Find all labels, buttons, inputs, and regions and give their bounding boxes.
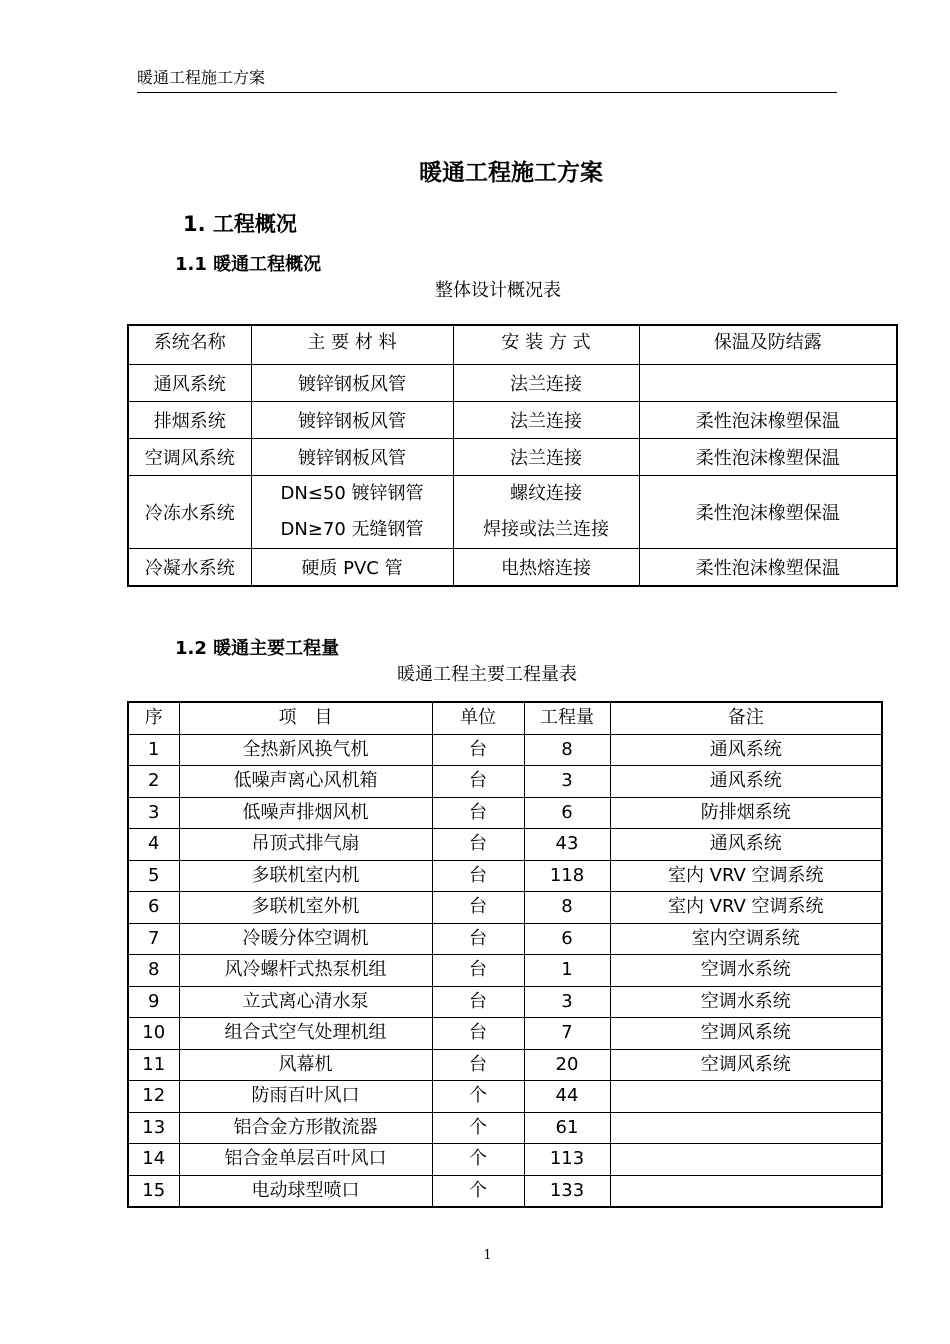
table-row	[128, 829, 882, 861]
quantity-cell: 43	[524, 829, 610, 861]
document-title: 暖通工程施工方案	[419, 160, 603, 186]
table-header-row	[128, 702, 882, 734]
row-number-cell: 13	[128, 1112, 179, 1144]
table-row	[128, 1018, 882, 1050]
quantity-cell: 6	[524, 797, 610, 829]
header-cell: 主 要 材 料	[251, 325, 453, 365]
note-cell	[610, 1175, 882, 1207]
unit-cell: 台	[432, 1049, 524, 1081]
insulation-cell: 柔性泡沫橡塑保温	[639, 476, 897, 549]
header-cell: 序	[128, 702, 179, 734]
method-line: 焊接或法兰连接	[483, 519, 609, 540]
unit-cell: 个	[432, 1081, 524, 1113]
header-cell: 安 装 方 式	[453, 325, 639, 365]
insulation-cell: 柔性泡沫橡塑保温	[639, 439, 897, 476]
table-row	[128, 549, 897, 587]
item-cell: 风幕机	[179, 1049, 432, 1081]
table-row	[128, 1049, 882, 1081]
row-number-cell: 1	[128, 734, 179, 766]
method-cell: 法兰连接	[453, 402, 639, 439]
quantity-cell: 3	[524, 766, 610, 798]
insulation-cell: 柔性泡沫橡塑保温	[639, 402, 897, 439]
unit-cell: 台	[432, 734, 524, 766]
note-cell: 通风系统	[610, 829, 882, 861]
system-cell: 通风系统	[128, 365, 251, 402]
row-number-cell: 9	[128, 986, 179, 1018]
note-cell: 通风系统	[610, 734, 882, 766]
quantity-cell: 44	[524, 1081, 610, 1113]
note-cell: 室内 VRV 空调系统	[610, 892, 882, 924]
item-cell: 多联机室内机	[179, 860, 432, 892]
quantity-cell: 20	[524, 1049, 610, 1081]
design-overview-table	[127, 324, 898, 587]
note-cell: 空调风系统	[610, 1018, 882, 1050]
item-cell: 组合式空气处理机组	[179, 1018, 432, 1050]
item-cell: 电动球型喷口	[179, 1175, 432, 1207]
quantity-cell: 61	[524, 1112, 610, 1144]
unit-cell: 台	[432, 892, 524, 924]
table-header-row	[128, 325, 897, 365]
header-cell: 备注	[610, 702, 882, 734]
table-row	[128, 734, 882, 766]
method-cell: 法兰连接	[453, 439, 639, 476]
material-cell: 镀锌钢板风管	[251, 439, 453, 476]
material-cell	[251, 476, 453, 549]
material-line: DN≥70 无缝钢管	[280, 519, 424, 540]
unit-cell: 个	[432, 1112, 524, 1144]
quantity-cell: 3	[524, 986, 610, 1018]
row-number-cell: 14	[128, 1144, 179, 1176]
quantity-cell: 8	[524, 734, 610, 766]
header-cell: 项 目	[179, 702, 432, 734]
table-row	[128, 766, 882, 798]
material-line: DN≤50 镀锌钢管	[280, 483, 424, 504]
system-cell: 排烟系统	[128, 402, 251, 439]
page-number: 1	[483, 1248, 492, 1263]
insulation-cell: 柔性泡沫橡塑保温	[639, 549, 897, 587]
system-cell: 冷凝水系统	[128, 549, 251, 587]
system-cell: 空调风系统	[128, 439, 251, 476]
quantities-table	[127, 701, 883, 1208]
note-cell: 空调风系统	[610, 1049, 882, 1081]
page-header: 暖通工程施工方案	[137, 66, 837, 93]
material-cell: 硬质 PVC 管	[251, 549, 453, 587]
row-number-cell: 6	[128, 892, 179, 924]
row-number-cell: 3	[128, 797, 179, 829]
row-number-cell: 4	[128, 829, 179, 861]
note-cell	[610, 1081, 882, 1113]
item-cell: 吊顶式排气扇	[179, 829, 432, 861]
subsection-heading-overview: 1.1 暖通工程概况	[175, 254, 322, 275]
item-cell: 铝合金方形散流器	[179, 1112, 432, 1144]
table-row	[128, 955, 882, 987]
section-heading: 1. 工程概况	[183, 212, 297, 236]
note-cell	[610, 1144, 882, 1176]
note-cell: 室内 VRV 空调系统	[610, 860, 882, 892]
note-cell	[610, 1112, 882, 1144]
table-caption-quantities: 暖通工程主要工程量表	[397, 664, 577, 685]
unit-cell: 台	[432, 829, 524, 861]
unit-cell: 台	[432, 923, 524, 955]
item-cell: 立式离心清水泵	[179, 986, 432, 1018]
item-cell: 低噪声离心风机箱	[179, 766, 432, 798]
row-number-cell: 2	[128, 766, 179, 798]
header-cell: 保温及防结露	[639, 325, 897, 365]
table-row	[128, 986, 882, 1018]
item-cell: 多联机室外机	[179, 892, 432, 924]
unit-cell: 台	[432, 766, 524, 798]
header-cell: 单位	[432, 702, 524, 734]
table-row	[128, 402, 897, 439]
quantity-cell: 7	[524, 1018, 610, 1050]
item-cell: 冷暖分体空调机	[179, 923, 432, 955]
quantity-cell: 113	[524, 1144, 610, 1176]
table-row	[128, 923, 882, 955]
material-cell: 镀锌钢板风管	[251, 365, 453, 402]
table-row	[128, 476, 897, 549]
table-row	[128, 860, 882, 892]
header-cell: 工程量	[524, 702, 610, 734]
method-line: 螺纹连接	[510, 483, 582, 504]
note-cell: 防排烟系统	[610, 797, 882, 829]
note-cell: 通风系统	[610, 766, 882, 798]
table-row	[128, 1081, 882, 1113]
quantity-cell: 6	[524, 923, 610, 955]
system-cell: 冷冻水系统	[128, 476, 251, 549]
table-row	[128, 1112, 882, 1144]
unit-cell: 个	[432, 1144, 524, 1176]
unit-cell: 台	[432, 860, 524, 892]
note-cell: 空调水系统	[610, 986, 882, 1018]
row-number-cell: 10	[128, 1018, 179, 1050]
note-cell: 空调水系统	[610, 955, 882, 987]
quantity-cell: 118	[524, 860, 610, 892]
row-number-cell: 8	[128, 955, 179, 987]
item-cell: 风冷螺杆式热泵机组	[179, 955, 432, 987]
unit-cell: 台	[432, 986, 524, 1018]
insulation-cell	[639, 365, 897, 402]
item-cell: 铝合金单层百叶风口	[179, 1144, 432, 1176]
unit-cell: 台	[432, 955, 524, 987]
unit-cell: 台	[432, 1018, 524, 1050]
row-number-cell: 12	[128, 1081, 179, 1113]
quantities-table-body	[128, 734, 882, 1207]
table-row	[128, 797, 882, 829]
method-cell: 电热熔连接	[453, 549, 639, 587]
unit-cell: 台	[432, 797, 524, 829]
quantity-cell: 8	[524, 892, 610, 924]
row-number-cell: 15	[128, 1175, 179, 1207]
header-cell: 系统名称	[128, 325, 251, 365]
unit-cell: 个	[432, 1175, 524, 1207]
method-cell	[453, 476, 639, 549]
material-cell: 镀锌钢板风管	[251, 402, 453, 439]
row-number-cell: 7	[128, 923, 179, 955]
item-cell: 防雨百叶风口	[179, 1081, 432, 1113]
method-cell: 法兰连接	[453, 365, 639, 402]
note-cell: 室内空调系统	[610, 923, 882, 955]
row-number-cell: 11	[128, 1049, 179, 1081]
table-row	[128, 365, 897, 402]
subsection-heading-quantities: 1.2 暖通主要工程量	[175, 638, 340, 659]
row-number-cell: 5	[128, 860, 179, 892]
table-row	[128, 1144, 882, 1176]
quantity-cell: 1	[524, 955, 610, 987]
item-cell: 全热新风换气机	[179, 734, 432, 766]
item-cell: 低噪声排烟风机	[179, 797, 432, 829]
quantity-cell: 133	[524, 1175, 610, 1207]
table-row	[128, 1175, 882, 1207]
table-row	[128, 439, 897, 476]
table-caption-overview: 整体设计概况表	[435, 280, 561, 301]
table-row	[128, 892, 882, 924]
